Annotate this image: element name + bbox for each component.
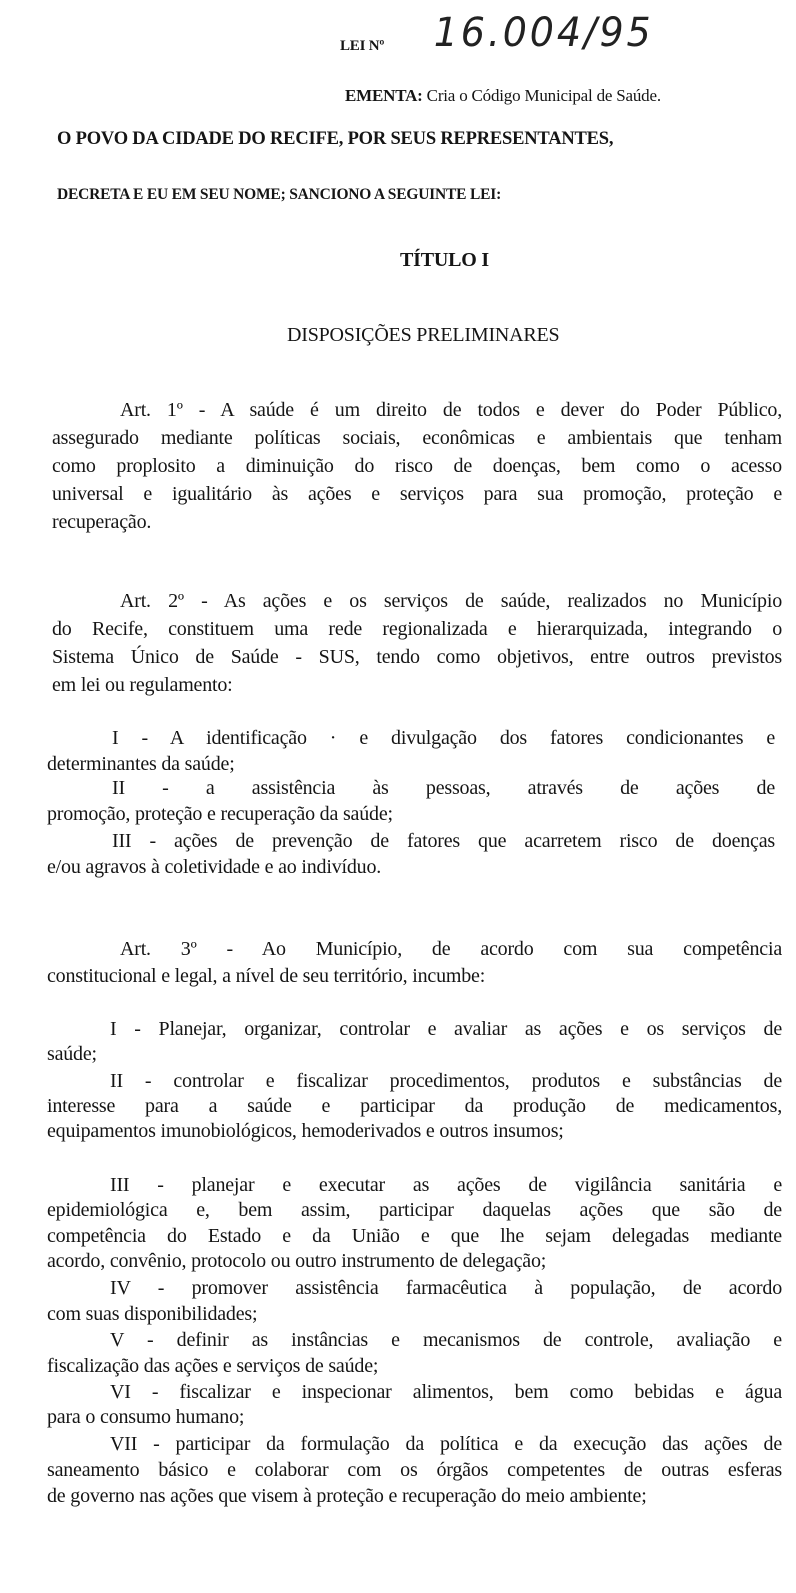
text-line: Art. 1º - A saúde é um direito de todos e dever do Poder Público, <box>120 399 782 421</box>
text-line: promoção, proteção e recuperação da saúde; <box>47 803 393 825</box>
text-line: III - ações de prevenção de fatores que acarretem risco de doenças <box>112 830 775 852</box>
text-line: Sistema Único de Saúde - SUS, tendo como objetivos, entre outros previstos <box>52 646 782 668</box>
text-line: III - planejar e executar as ações de vigilância sanitária e <box>110 1174 782 1196</box>
text-line: acordo, convênio, protocolo ou outro instrumento de delegação; <box>47 1250 547 1272</box>
text-line: I - A identificação · e divulgação dos fatores condicionantes e <box>112 727 775 749</box>
text-line: Art. 2º - As ações e os serviços de saúde, realizados no Município <box>120 590 782 612</box>
text-line: e/ou agravos à coletividade e ao indivíduo. <box>47 856 382 878</box>
ementa <box>345 84 661 108</box>
law-number-label: LEI Nº <box>340 38 385 54</box>
text-line: interesse para a saúde e participar da produção de medicamentos, <box>47 1095 782 1117</box>
ementa-text: Cria o Código Municipal de Saúde. <box>422 86 661 105</box>
preamble-line-1: O POVO DA CIDADE DO RECIFE, POR SEUS REPRESENTANTES, <box>57 129 614 149</box>
text-line: II - a assistência às pessoas, através de ações de <box>112 777 775 799</box>
text-line: I - Planejar, organizar, controlar e avaliar as ações e os serviços de <box>110 1018 782 1040</box>
text-line: constitucional e legal, a nível de seu território, incumbe: <box>47 965 486 987</box>
subtitle: DISPOSIÇÕES PRELIMINARES <box>287 324 560 346</box>
text-line: em lei ou regulamento: <box>52 674 233 696</box>
text-line: recuperação. <box>52 511 152 533</box>
title: TÍTULO I <box>400 249 489 271</box>
text-line: VII - participar da formulação da política e da execução das ações de <box>110 1433 782 1455</box>
text-line: equipamentos imunobiológicos, hemoderivados e outros insumos; <box>47 1120 564 1142</box>
text-line: saúde; <box>47 1043 97 1065</box>
text-line: assegurado mediante políticas sociais, econômicas e ambientais que tenham <box>52 427 782 449</box>
text-line: para o consumo humano; <box>47 1406 245 1428</box>
text-line: VI - fiscalizar e inspecionar alimentos, bem como bebidas e água <box>110 1381 782 1403</box>
text-line: de governo nas ações que visem à proteção e recuperação do meio ambiente; <box>47 1485 647 1507</box>
text-line: IV - promover assistência farmacêutica à população, de acordo <box>110 1277 782 1299</box>
text-line: universal e igualitário às ações e serviços para sua promoção, proteção e <box>52 483 782 505</box>
text-line: como proplosito a diminuição do risco de doenças, bem como o acesso <box>52 455 782 477</box>
text-line: saneamento básico e colaborar com os órgãos competentes de outras esferas <box>47 1459 782 1481</box>
text-line: fiscalização das ações e serviços de saúde; <box>47 1355 379 1377</box>
text-line: Art. 3º - Ao Município, de acordo com sua competência <box>120 938 782 960</box>
text-line: epidemiológica e, bem assim, participar daquelas ações que são de <box>47 1199 782 1221</box>
text-line: determinantes da saúde; <box>47 753 235 775</box>
text-line: competência do Estado e da União e que lhe sejam delegadas mediante <box>47 1225 782 1247</box>
preamble-line-2: DECRETA E EU EM SEU NOME; SANCIONO A SEGUINTE LEI: <box>57 186 502 203</box>
text-line: V - definir as instâncias e mecanismos de controle, avaliação e <box>110 1329 782 1351</box>
ementa-label: EMENTA: <box>345 86 423 105</box>
text-line: do Recife, constituem uma rede regionalizada e hierarquizada, integrando o <box>52 618 782 640</box>
handwritten-law-number: 16.004/95 <box>433 10 654 56</box>
text-line: com suas disponibilidades; <box>47 1303 258 1325</box>
text-line: II - controlar e fiscalizar procedimentos, produtos e substâncias de <box>110 1070 782 1092</box>
